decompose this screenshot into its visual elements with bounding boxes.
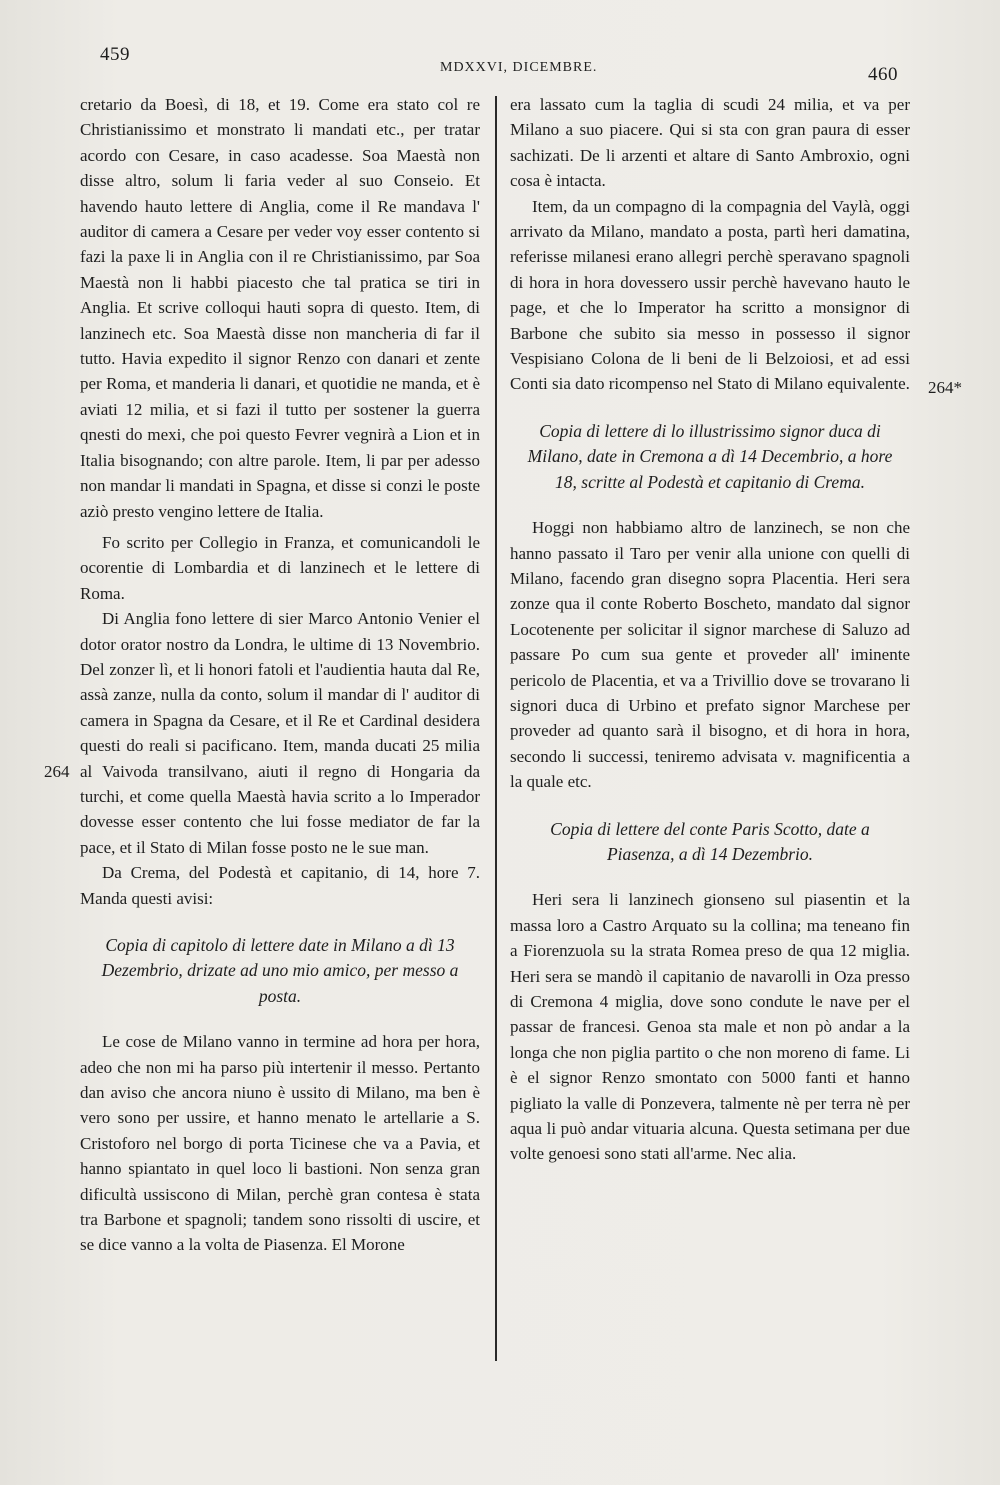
paragraph: Item, da un compagno di la compagnia del Vaylà, oggi arrivato da Milano, mandato a posta, partì heri damatina, referisse milanesi erano allegri perchè speravano spagnoli di hora in hora dovessero ussir perchè havevano hauto le page, et che lo Imperator ha scritto a monsignor di Barbone che subito sia messo in possesso il signor Vespisiano Colona de li beni de li Belzoiosi, et ad essi Conti sia dato ricompenso nel Stato di Milano equivalente. (510, 196, 910, 394)
margin-number-right: 264* (928, 378, 962, 397)
section-heading: Copia di lettere di lo illustrissimo signor duca di Milano, date in Cremona a dì 14 Decembrio, a hore 18, scritte al Podestà et capitanio di Crema. (527, 420, 893, 492)
paragraph: Di Anglia fono lettere di sier Marco Antonio Venier el dotor orator nostro da Londra, le ultime di 13 Novembrio. Del zonzer lì, et li honori fatoli et l'audientia hauta dal Re, assà zanze, nulla da conto, solum il mandar di l' auditor di camera in Spagna da Cesare, et il Re et Cardinal desidera questi do reali si pacificano. Item, manda ducati 25 milia al Vaivoda transilvano, aiuti il regno di Hongaria da turchi, et come quella Maestà havia scrito a lo Imperador dovesse esser contento che lui fosse mediator de far la pace, et il Stato di Milan fosse posto ne le sue man. (80, 609, 480, 857)
section-heading: Copia di capitolo di lettere date in Milano a dì 13 Dezembrio, drizate ad uno mio amico, per messo a posta. (101, 935, 459, 1006)
paragraph: Hoggi non habbiamo altro de lanzinech, se non che hanno passato il Taro per venir alla unione con quelli di Milano, facendo gran disegno sopra Placentia. Heri sera zonze qua il conte Roberto Boscheto, mandato dal signor Locotenente per solicitar il signor marchese di Saluzo ad passare Po cum sua gente et proveder all' iminente pericolo de Placentia, et va a Trivillio dove se trovarano li signori duca di Urbino et prefato signor Marchese per proveder ad quanto sarà il bisogno, et di hora in hora, secondo li successi, teniremo advisata v. magnificentia a la quale etc. (510, 518, 910, 792)
paragraph: Fo scrito per Collegio in Franza, et comunicandoli le ocorentie di Lombardia et di lanzinech et le lettere di Roma. (80, 532, 480, 603)
section-heading: Copia di lettere del conte Paris Scotto, date a Piasenza, a dì 14 Dezembrio. (550, 818, 870, 864)
paragraph: Heri sera li lanzinech gionseno sul piasentin et la massa loro a Castro Arquato su la collina; ma teneano fin a Fiorenzuola su la strata Romea preso de qua 12 miglia. Heri sera se mandò il capitanio de navarolli in Oza presso di Cremona 4 miglia, dove sono condute le nave per el passar de francesi. Genoa sta male et non pò andar a la longa che non piglia partito o che non moreno di fame. Li è el signor Renzo smontato con 5000 fanti et hanno pigliato la valle di Ponzevera, talmente nè per terra nè per aqua li può andar vituaria alcuna. Questa setimana per due volte genoesi sono stati all'arme. Nec alia. (510, 890, 910, 1164)
page-number-right: 460 (868, 64, 898, 85)
right-column (510, 92, 910, 1167)
paragraph: Da Crema, del Podestà et capitanio, di 14, hore 7. Manda questi avisi: (80, 863, 480, 908)
paragraph: cretario da Boesì, di 18, et 19. Come era stato col re Christianissimo et monstrato li mandati etc., per tratar acordo con Cesare, in caso acadesse. Soa Maestà non disse altro, solum li faria veder al suo Conseio. Et havendo hauto lettere di Anglia, come il Re mandava l' auditor di camera a Cesare per veder voy esser contento si fazi la paxe li in Anglia con il re Christianissimo, par Soa Maestà non li habbi piacesto che tal pratica se tiri in Anglia. Et scrive colloqui hauti sopra di questo. Item, di lanzinech etc. Soa Maestà disse non mancheria di far il tutto. Havia expedito il signor Renzo con danari et zente per Roma, et manderia li danari, et quotidie ne manda, et è aviati 12 milia, et si fazi il tutto per sostener la guerra qnesti do mexi, che poi questo Fevrer vegnirà a Lion et in Italia bisognando; con altre parole. Item, li par per adesso non mandar li mandati in Spagna, et disse si conzi le poste aziò presto vengino lettere de Italia. (80, 95, 480, 521)
paragraph: era lassato cum la taglia di scudi 24 milia, et va per Milano a suo piacere. Qui si sta con gran paura di esser sachizati. De li arzenti et altare di Santo Ambroxio, ogni cosa è intacta. (510, 95, 910, 191)
left-column (80, 92, 480, 1258)
column-divider (495, 96, 497, 1361)
margin-number-left: 264 (44, 762, 70, 781)
page-number-left: 459 (100, 44, 130, 65)
running-title: MDXXVI, DICEMBRE. (440, 60, 598, 75)
paragraph: Le cose de Milano vanno in termine ad hora per hora, adeo che non mi ha parso più intertenir il messo. Pertanto dan aviso che ancora niuno è ussito di Milano, ma ben è vero sono per ussire, et hanno menato le artellarie a S. Cristoforo nel borgo di porta Ticinese che va a Pavia, et hanno spiantato in quel loco li bastioni. Non senza gran dificultà ussiscono di Milan, perchè gran contesa è stata tra Barbone et spagnoli; tandem sono rissolti di uscire, et se dice vanno a la volta de Piasenza. El Morone (80, 1032, 480, 1255)
